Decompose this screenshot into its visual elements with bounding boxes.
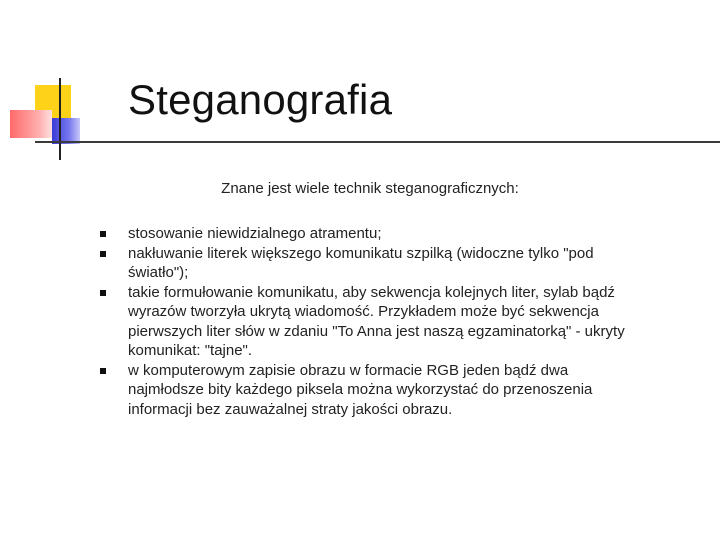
list-item (100, 361, 640, 420)
list-item (100, 224, 640, 244)
intro-text: Znane jest wiele technik steganograficznych: (221, 180, 519, 197)
red-square-shape (10, 110, 52, 138)
list-item (100, 244, 640, 283)
list-item-text: takie formułowanie komunikatu, aby sekwencja kolejnych liter, sylab bądź wyrazów tworzyła ukrytą wiadomość. Przykładem może być sekwencja pierwszych liter słów w zdaniu "To Anna jest naszą egzaminatorką" - ukryty komunikat: "tajne". (128, 283, 625, 359)
list-item (100, 283, 640, 361)
slide-title: Steganografia (128, 76, 393, 123)
list-item-text: w komputerowym zapisie obrazu w formacie RGB jeden bądź dwa najmłodsze bity każdego piksela można wykorzystać do przenoszenia informacji bez zauważalnej straty jakości obrazu. (128, 361, 593, 418)
title-underline-rule (35, 141, 720, 143)
square-bullet-icon (100, 251, 106, 257)
decorative-squares-logo (0, 0, 120, 170)
vertical-rule (59, 78, 61, 160)
square-bullet-icon (100, 231, 106, 237)
bullet-list (100, 224, 640, 419)
list-item-text: nakłuwanie literek większego komunikatu szpilką (widoczne tylko "pod światło"); (128, 244, 594, 281)
square-bullet-icon (100, 368, 106, 374)
square-bullet-icon (100, 290, 106, 296)
list-item-text: stosowanie niewidzialnego atramentu; (128, 225, 382, 242)
